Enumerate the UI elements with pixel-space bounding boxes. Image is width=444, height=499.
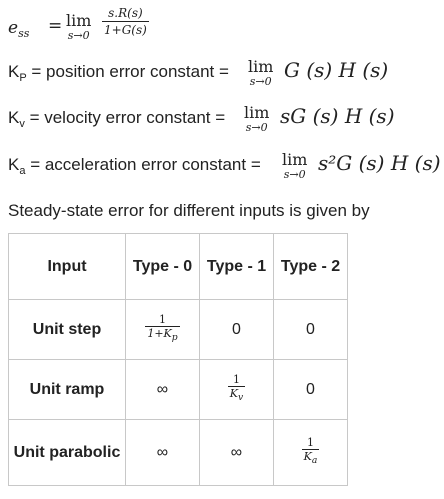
kp-expression: G (s) H (s)	[284, 58, 389, 82]
ess-limit: lim s→0	[66, 11, 92, 42]
cell-parabolic-type-0: ∞	[126, 420, 200, 486]
kv-text: $K_v$ = velocity error constant =	[8, 108, 226, 130]
fraction: $\frac{1}{K_v}$	[229, 373, 244, 404]
table-header-row	[9, 234, 348, 300]
cell-ramp-type-0: ∞	[126, 360, 200, 420]
cell-step-type-0	[126, 300, 200, 360]
header-input: Input	[9, 234, 126, 300]
kp-text: $K_P$ = position error constant =	[8, 62, 229, 84]
ka-expression: s²G (s) H (s)	[318, 151, 441, 175]
table-row	[9, 300, 348, 360]
table-row	[9, 420, 348, 486]
cell-ramp-type-2: 0	[274, 360, 348, 420]
ka-text: $K_a$ = acceleration error constant =	[8, 155, 261, 177]
cell-parabolic-type-2	[274, 420, 348, 486]
cell-step-type-2: 0	[274, 300, 348, 360]
ess-symbol: $e_{ss}$	[8, 18, 30, 40]
cell-step-type-1: 0	[200, 300, 274, 360]
ess-fraction: $\frac{s.R(s)}{1+G(s)}$	[104, 6, 147, 37]
ka-limit: lim s→0	[282, 150, 308, 181]
kv-expression: sG (s) H (s)	[280, 104, 395, 128]
row-input-unit-step: Unit step	[9, 300, 126, 360]
cell-parabolic-type-1: ∞	[200, 420, 274, 486]
row-input-unit-parabolic: Unit parabolic	[9, 420, 126, 486]
kv-limit: lim s→0	[244, 103, 270, 134]
table-row	[9, 360, 348, 420]
cell-ramp-type-1	[200, 360, 274, 420]
header-type-0: Type - 0	[126, 234, 200, 300]
fraction: $\frac{1}{K_a}$	[303, 436, 318, 467]
fraction: $\frac{1}{1+K_p}$	[147, 313, 178, 344]
intro-text: Steady-state error for different inputs is given by	[8, 201, 370, 220]
row-input-unit-ramp: Unit ramp	[9, 360, 126, 420]
steady-state-error-table	[8, 233, 348, 486]
header-type-2: Type - 2	[274, 234, 348, 300]
header-type-1: Type - 1	[200, 234, 274, 300]
kp-limit: lim s→0	[248, 57, 274, 88]
ess-equals: =	[48, 16, 63, 36]
